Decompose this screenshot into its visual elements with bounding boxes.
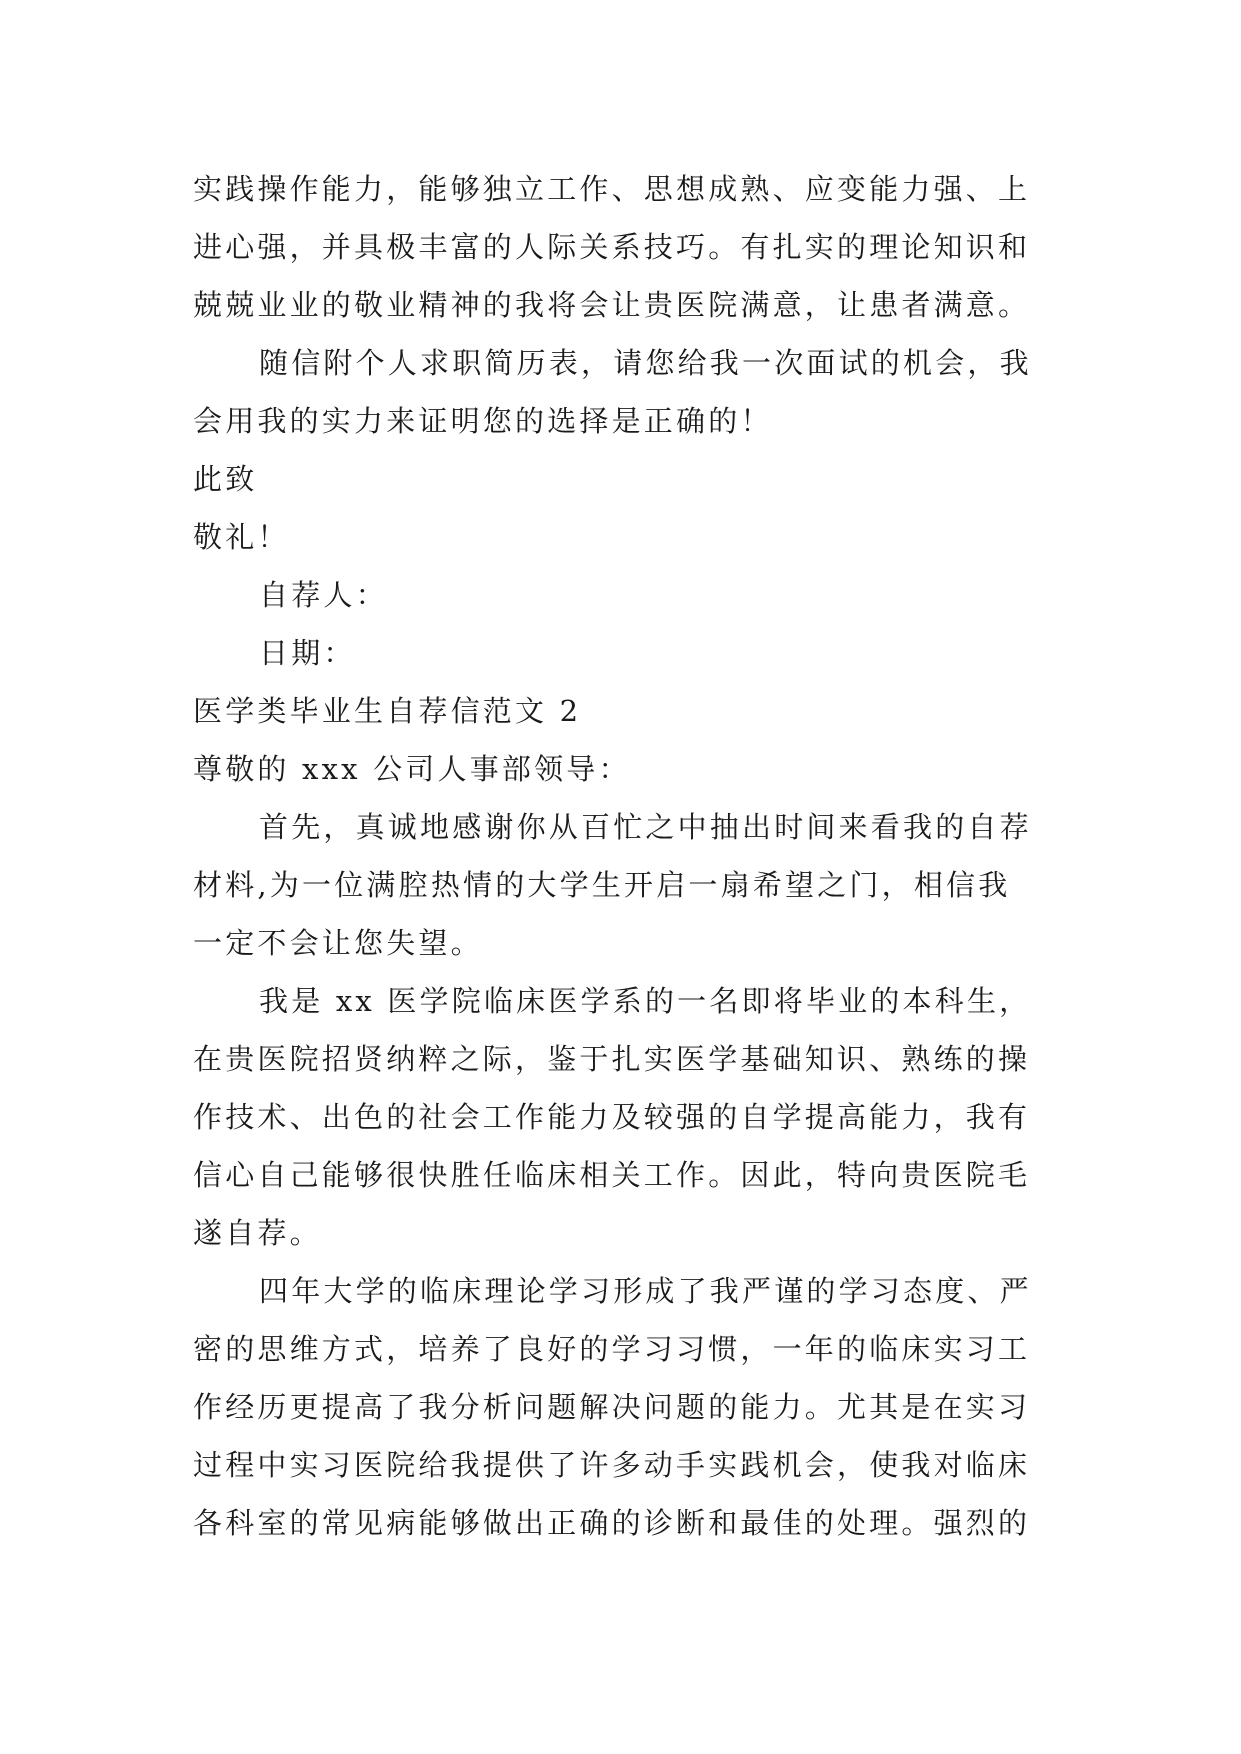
text-line: 作技术、出色的社会工作能力及较强的自学提高能力，我有 [193,1100,1031,1134]
text-line: 一定不会让您失望。 [193,926,483,960]
text-line: 日期： [259,636,356,670]
text-line: 各科室的常见病能够做出正确的诊断和最佳的处理。强烈的 [193,1506,1031,1540]
text-line: 此致 [193,462,258,496]
text-line: 进心强，并具极丰富的人际关系技巧。有扎实的理论知识和 [193,230,1031,264]
text-line: 首先，真诚地感谢你从百忙之中抽出时间来看我的自荐 [259,810,1032,844]
text-line: 随信附个人求职简历表，请您给我一次面试的机会，我 [259,346,1032,380]
text-line: 医学类毕业生自荐信范文 2 [193,694,582,728]
text-line: 尊敬的 xxx 公司人事部领导： [193,752,631,786]
text-line: 过程中实习医院给我提供了许多动手实践机会，使我对临床 [193,1448,1031,1482]
text-line: 我是 xx 医学院临床医学系的一名即将毕业的本科生， [259,984,1032,1018]
text-line: 作经历更提高了我分析问题解决问题的能力。尤其是在实习 [193,1390,1031,1424]
text-line: 密的思维方式，培养了良好的学习习惯，一年的临床实习工 [193,1332,1031,1366]
text-line: 会用我的实力来证明您的选择是正确的！ [193,404,773,438]
text-line: 材料,为一位满腔热情的大学生开启一扇希望之门，相信我 [193,868,1011,902]
text-line: 在贵医院招贤纳粹之际，鉴于扎实医学基础知识、熟练的操 [193,1042,1031,1076]
text-line: 四年大学的临床理论学习形成了我严谨的学习态度、严 [259,1274,1032,1308]
text-line: 遂自荐。 [193,1216,322,1250]
text-line: 信心自己能够很快胜任临床相关工作。因此，特向贵医院毛 [193,1158,1031,1192]
text-line: 敬礼！ [193,520,290,554]
document-body [193,160,1073,1552]
text-line: 兢兢业业的敬业精神的我将会让贵医院满意，让患者满意。 [193,288,1031,322]
text-line: 实践操作能力，能够独立工作、思想成熟、应变能力强、上 [193,172,1031,206]
text-line: 自荐人： [259,578,388,612]
